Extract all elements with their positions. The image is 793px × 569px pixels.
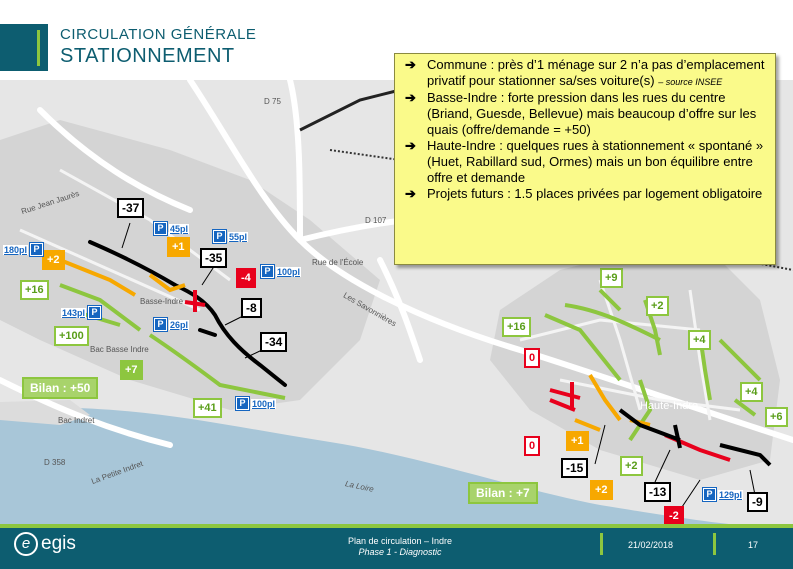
basse-label-minus-37: -37 <box>117 198 144 218</box>
map-label-loire: La Loire <box>344 479 375 494</box>
arrow-right-icon: ➔ <box>405 138 416 153</box>
map-label-d107: D 107 <box>365 216 387 225</box>
parking-icon: P <box>154 318 167 331</box>
map-label-rue-ecole: Rue de l'École <box>312 258 364 267</box>
map-label-bac-indret: Bac Indret <box>58 416 95 425</box>
map-label-haute-indre: Haute-Indre <box>640 400 699 412</box>
parking-marker-26: P 26pl <box>154 318 189 331</box>
basse-label-plus-1: +1 <box>167 237 190 257</box>
basse-label-minus-8: -8 <box>241 298 262 318</box>
header-accent-line <box>37 30 40 66</box>
parking-icon: P <box>213 230 226 243</box>
page-title: STATIONNEMENT <box>60 45 235 67</box>
map-label-d358: D 358 <box>44 458 66 467</box>
basse-label-minus-4: -4 <box>236 268 256 288</box>
egis-logo-icon: e <box>14 532 38 556</box>
map-label-rue-jean-jaures: Rue Jean Jaurès <box>20 188 81 217</box>
arrow-right-icon: ➔ <box>405 186 416 201</box>
parking-icon: P <box>154 222 167 235</box>
map-label-savonnieres: Les Savonnières <box>341 290 398 329</box>
haute-label-plus-4-b: +4 <box>740 382 763 402</box>
map-label-basse-indre: Basse-Indre <box>140 297 184 306</box>
haute-label-minus-9: -9 <box>747 492 768 512</box>
parking-marker-45: P 45pl <box>154 222 189 235</box>
egis-logo: e egis <box>14 532 76 556</box>
footer-title: Plan de circulation – Indre Phase 1 - Diagnostic <box>347 536 453 557</box>
haute-label-zero-a: 0 <box>524 348 540 368</box>
parking-marker-143: 143pl P <box>61 306 101 319</box>
basse-label-plus-7: +7 <box>120 360 143 380</box>
header-accent-bar <box>0 24 48 71</box>
haute-label-plus-9: +9 <box>600 268 623 288</box>
parking-icon: P <box>261 265 274 278</box>
haute-label-minus-15: -15 <box>561 458 588 478</box>
parking-icon: P <box>88 306 101 319</box>
haute-label-plus-4-a: +4 <box>688 330 711 350</box>
parking-marker-100-a: P 100pl <box>261 265 301 278</box>
map-label-bac-basse: Bac Basse Indre <box>90 345 149 354</box>
footer-date: 21/02/2018 <box>628 540 674 550</box>
basse-label-minus-35: -35 <box>200 248 227 268</box>
info-box <box>394 53 776 265</box>
basse-label-plus-100: +100 <box>54 326 89 346</box>
haute-label-zero-b: 0 <box>524 436 540 456</box>
haute-label-plus-16: +16 <box>502 317 531 337</box>
page-number: 17 <box>748 540 759 550</box>
parking-marker-180: 180pl P <box>3 243 43 256</box>
map-label-petite-indret: La Petite Indret <box>90 458 145 487</box>
basse-label-plus-41: +41 <box>193 398 222 418</box>
info-item-projets: ➔ Projets futurs : 1.5 places privées par logement obligatoire <box>405 186 763 201</box>
parking-marker-129: P 129pl <box>703 488 743 501</box>
haute-label-plus-2-orange: +2 <box>590 480 613 500</box>
footer-divider <box>600 533 603 555</box>
parking-icon: P <box>30 243 43 256</box>
header-subtitle: CIRCULATION GÉNÉRALE <box>60 26 257 43</box>
info-item-basse-indre: ➔ Basse-Indre : forte pression dans les rues du centre (Briand, Guesde, Bellevue) mais beaucoup d’offre sur les quais (offre/demande = +50) <box>405 90 757 137</box>
haute-bilan-badge: Bilan : +7 <box>468 482 538 504</box>
haute-label-plus-6: +6 <box>765 407 788 427</box>
source-note: – source INSEE <box>658 77 723 87</box>
basse-bilan-badge: Bilan : +50 <box>22 377 98 399</box>
haute-label-minus-13: -13 <box>644 482 671 502</box>
parking-icon: P <box>236 397 249 410</box>
basse-label-plus-2: +2 <box>42 250 65 270</box>
arrow-right-icon: ➔ <box>405 90 416 105</box>
basse-label-minus-34: -34 <box>260 332 287 352</box>
haute-label-plus-1: +1 <box>566 431 589 451</box>
parking-icon: P <box>703 488 716 501</box>
map-label-d75: D 75 <box>264 97 281 106</box>
footer-divider <box>713 533 716 555</box>
haute-label-plus-2-mid: +2 <box>620 456 643 476</box>
arrow-right-icon: ➔ <box>405 57 416 72</box>
info-item-haute-indre: ➔ Haute-Indre : quelques rues à stationnement « spontané » (Huet, Rabillard sud, Ormes) mais un bon équilibre entre offre et demande <box>405 138 764 185</box>
parking-marker-100-b: P 100pl <box>236 397 276 410</box>
parking-marker-55: P 55pl <box>213 230 248 243</box>
haute-label-minus-2: -2 <box>664 506 684 526</box>
info-item-commune: ➔ Commune : près d’1 ménage sur 2 n’a pas d’emplacement privatif pour stationner sa/ses voiture(s) – source INSEE <box>405 57 765 88</box>
haute-label-plus-2-top: +2 <box>646 296 669 316</box>
basse-label-plus-16: +16 <box>20 280 49 300</box>
